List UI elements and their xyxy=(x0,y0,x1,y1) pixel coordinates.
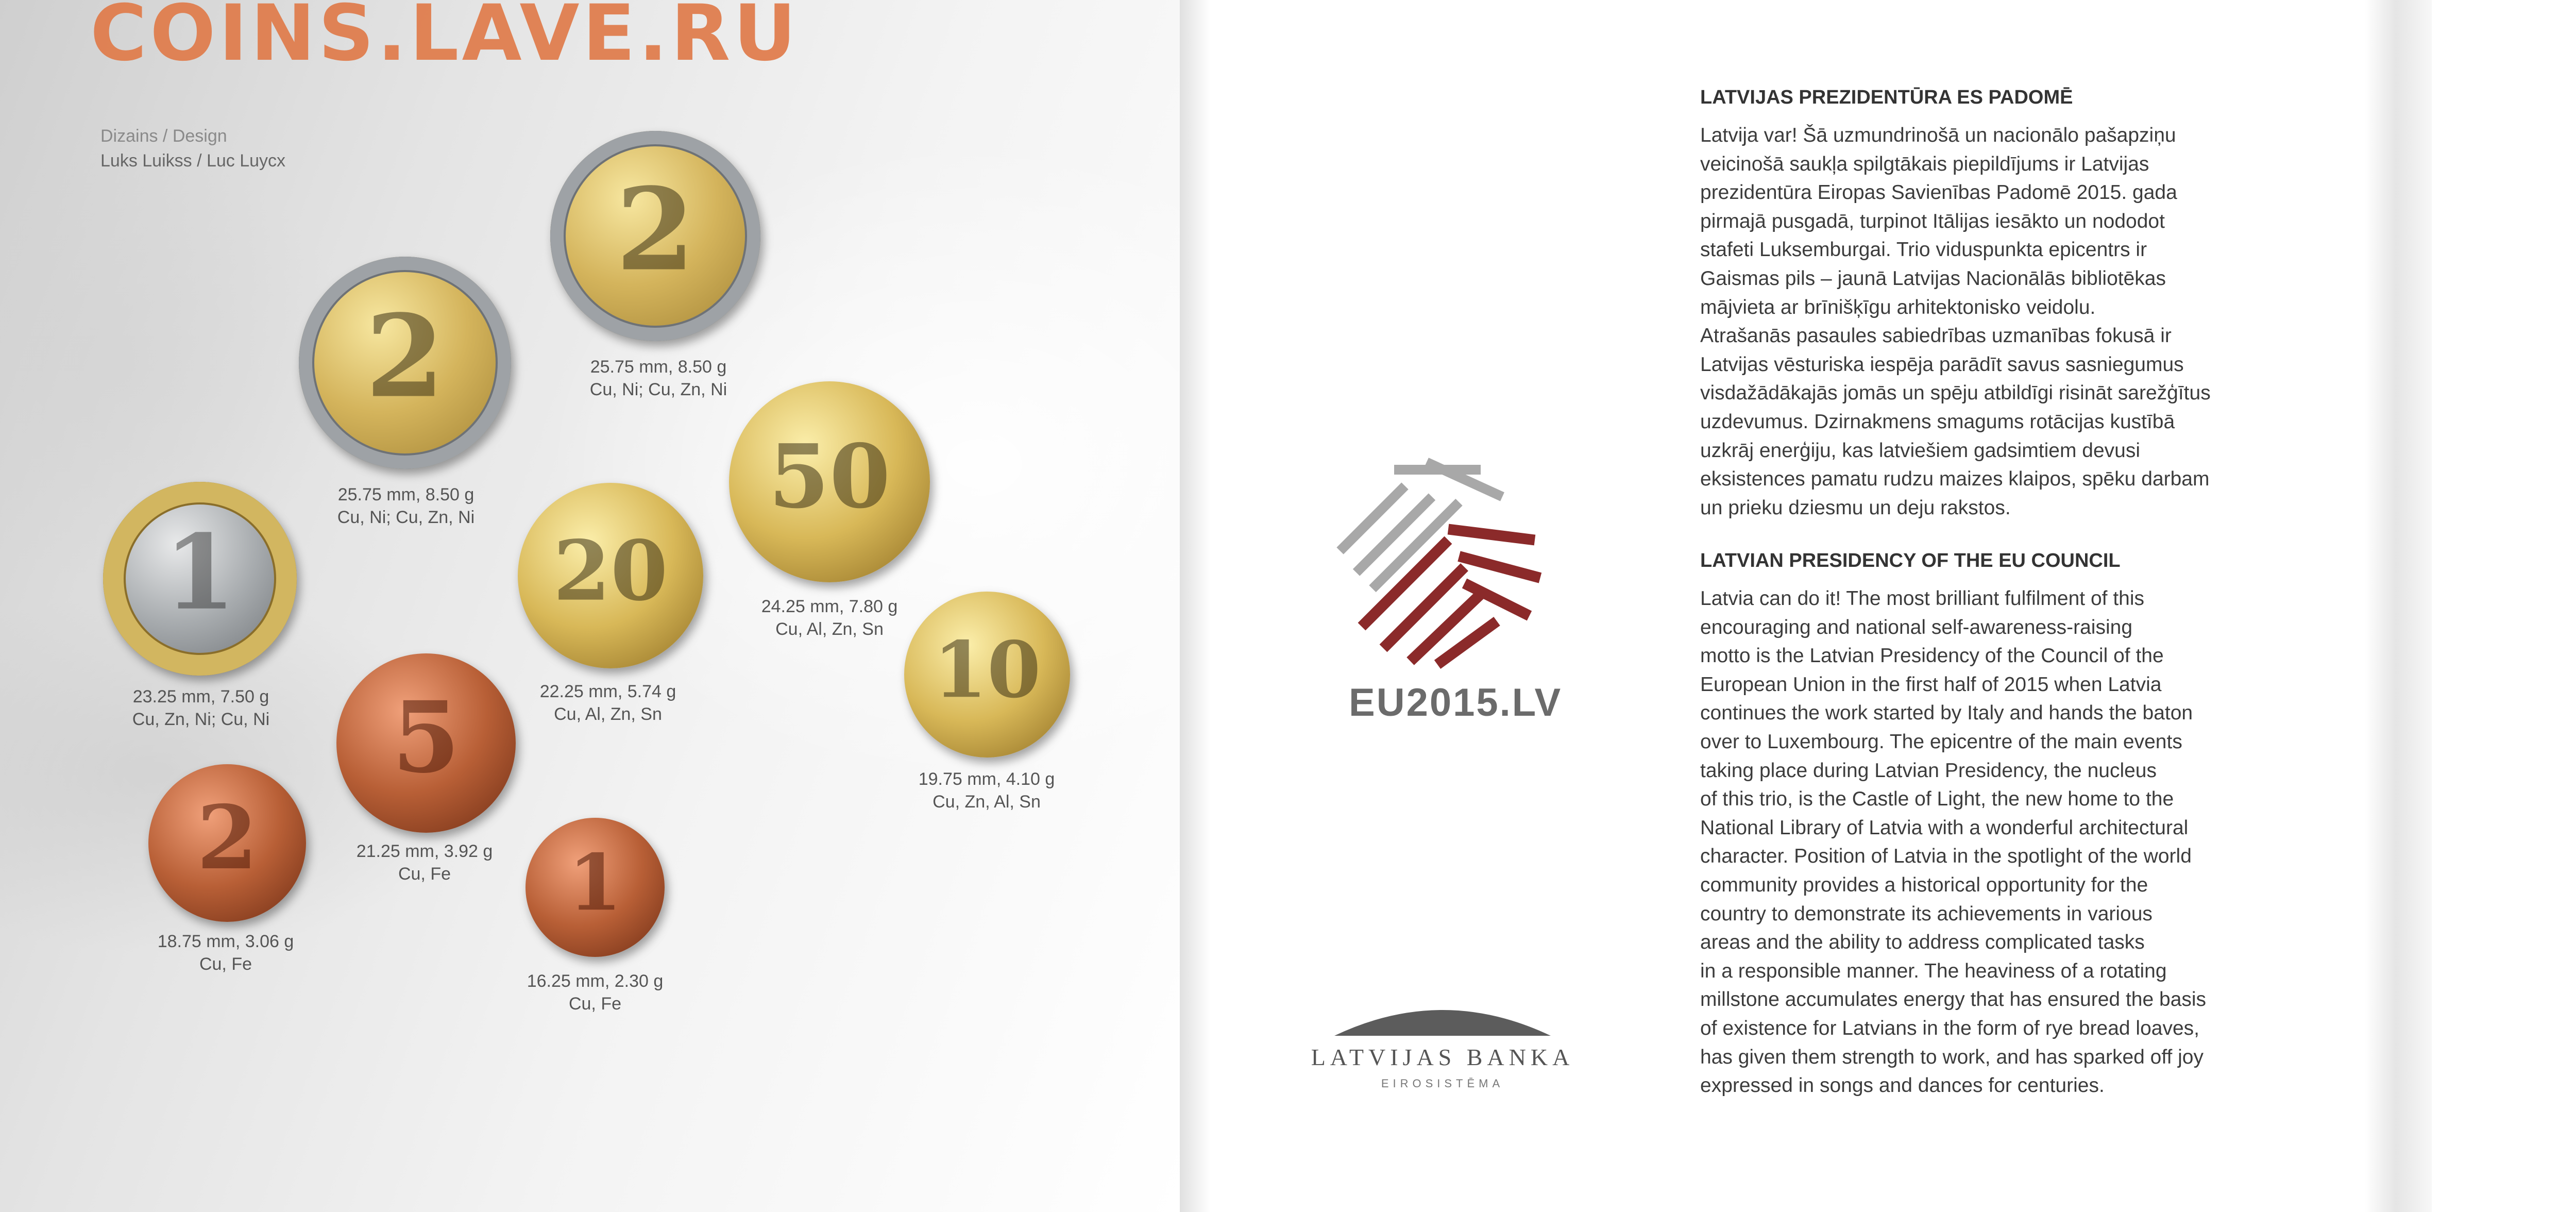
en-heading: LATVIAN PRESIDENCY OF THE EU COUNCIL xyxy=(1700,550,2121,571)
text-line: millstone accumulates energy that has ensured the basis xyxy=(1700,988,2207,1011)
coin-composition: Cu, Ni; Cu, Zn, Ni xyxy=(589,380,727,399)
coin-2-euro-top xyxy=(550,131,760,341)
text-line: Latvia can do it! The most brilliant fulfilment of this xyxy=(1700,587,2145,610)
coin-5-cent xyxy=(336,653,516,833)
coin-1-cent xyxy=(526,818,665,957)
coin-diameter-weight: 21.25 mm, 3.92 g xyxy=(356,841,493,861)
design-credit xyxy=(100,124,285,173)
text-line: veicinošā saukļa spilgtākais piepildījums ir Latvijas xyxy=(1700,153,2149,175)
embossed-star-icon xyxy=(2571,242,2576,886)
coin-spec-1-euro xyxy=(93,685,309,731)
text-line: National Library of Latvia with a wonderful architectural xyxy=(1700,816,2189,839)
coin-diameter-weight: 23.25 mm, 7.50 g xyxy=(132,687,269,706)
text-line: eksistences pamatu rudzu maizes klaipos, spēku darbam xyxy=(1700,468,2210,491)
text-line: Atrašanās pasaules sabiedrības uzmanības fokusā ir xyxy=(1700,325,2172,347)
watermark-text: COINS.LAVE.RU xyxy=(90,0,800,78)
coin-50-cent xyxy=(729,381,930,582)
coin-spec-5-cent xyxy=(316,840,533,885)
text-line: European Union in the first half of 2015 when Latvia xyxy=(1700,673,2162,696)
text-line: in a responsible manner. The heaviness of a rotating xyxy=(1700,959,2167,982)
bank-name: LATVIJAS BANKA xyxy=(1311,1044,1574,1070)
coin-spec-20-cent xyxy=(500,680,716,726)
coin-composition: Cu, Al, Zn, Sn xyxy=(554,704,662,724)
text-line: pirmajā pusgadā, turpinot Itālijas iesākto un nododot xyxy=(1700,210,2165,232)
coin-value: 2 xyxy=(196,786,258,889)
text-line: stafeti Luksemburgai. Trio viduspunkta epicentrs ir xyxy=(1700,239,2147,261)
coin-diameter-weight: 22.25 mm, 5.74 g xyxy=(539,682,676,701)
lv-paragraph xyxy=(1700,121,2257,522)
designer-name: Luks Luikss / Luc Luycx xyxy=(100,151,286,171)
coin-2-euro-left xyxy=(299,257,511,469)
eu2015-logo-icon xyxy=(1329,453,1546,670)
text-line: of this trio, is the Castle of Light, the new home to the xyxy=(1700,788,2174,811)
text-line: mājvieta ar brīnišķīgu arhitektonisko veidolu. xyxy=(1700,296,2096,318)
coin-value: 1 xyxy=(164,512,236,633)
text-line: character. Position of Latvia in the spotlight of the world xyxy=(1700,845,2192,868)
coin-spec-10-cent xyxy=(878,768,1095,813)
text-line: uzdevumus. Dzirnakmens smagums rotācijas kustībā xyxy=(1700,410,2175,433)
text-line: encouraging and national self-awareness-raising xyxy=(1700,616,2133,638)
coin-composition: Cu, Ni; Cu, Zn, Ni xyxy=(337,508,475,527)
text-line: continues the work started by Italy and hands the baton xyxy=(1700,702,2193,725)
text-line: prezidentūra Eiropas Savienības Padomē 2015. gada xyxy=(1700,181,2177,204)
coin-composition: Cu, Zn, Al, Sn xyxy=(933,792,1041,812)
text-line: over to Luxembourg. The epicentre of the main events xyxy=(1700,730,2182,753)
text-line: Gaismas pils – jaunā Latvijas Nacionālās bibliotēkas xyxy=(1700,267,2166,290)
text-line: un prieku dziesmu un deju rakstos. xyxy=(1700,496,2011,519)
coin-value: 2 xyxy=(616,162,695,296)
coin-diameter-weight: 16.25 mm, 2.30 g xyxy=(527,971,664,991)
text-line: uzkrāj enerģiju, kas latviešiem gadsimtiem devusi xyxy=(1700,439,2141,462)
coin-20-cent xyxy=(518,483,703,668)
text-line: Latvijas vēsturiska iespēja parādīt savus sasniegumus xyxy=(1700,353,2184,376)
coin-spec-2-cent xyxy=(117,930,334,975)
text-line: has given them strength to work, and has sparked off joy xyxy=(1700,1046,2204,1068)
text-line: motto is the Latvian Presidency of the Council of the xyxy=(1700,645,2164,667)
text-line: areas and the ability to address complicated tasks xyxy=(1700,931,2145,954)
text-line: country to demonstrate its achievements in various xyxy=(1700,902,2153,925)
coin-diameter-weight: 24.25 mm, 7.80 g xyxy=(761,597,898,616)
fold-shadow-cover xyxy=(2396,0,2437,1212)
coin-2-cent xyxy=(148,764,306,922)
coin-value: 2 xyxy=(365,289,445,423)
coin-value: 10 xyxy=(933,625,1041,716)
cover-page xyxy=(2432,0,2576,1212)
coin-diameter-weight: 18.75 mm, 3.06 g xyxy=(157,932,294,951)
coin-composition: Cu, Fe xyxy=(199,954,252,974)
text-line: expressed in songs and dances for centuries. xyxy=(1700,1074,2105,1097)
text-line: visdažādākajās jomās un spēju atbildīgi risināt sarežģītus xyxy=(1700,382,2211,405)
text-line: community provides a historical opportunity for the xyxy=(1700,873,2148,896)
coin-value: 1 xyxy=(568,837,622,929)
eu2015-logo-text: EU2015.LV xyxy=(1349,681,1563,725)
text-line: Latvija var! Šā uzmundrinošā un nacionālo pašapziņu xyxy=(1700,124,2176,146)
coin-value: 5 xyxy=(392,680,461,795)
lv-heading: LATVIJAS PREZIDENTŪRA ES PADOMĒ xyxy=(1700,87,2073,108)
design-label: Dizains / Design xyxy=(100,126,227,146)
coin-diameter-weight: 25.75 mm, 8.50 g xyxy=(337,485,474,504)
coin-composition: Cu, Fe xyxy=(398,864,451,884)
coin-value: 50 xyxy=(768,425,891,528)
coin-spec-2-euro-top xyxy=(550,356,767,401)
coin-1-euro xyxy=(103,482,297,676)
coin-composition: Cu, Fe xyxy=(568,994,622,1014)
fold-shadow-left xyxy=(1180,0,1211,1212)
coin-composition: Cu, Zn, Ni; Cu, Ni xyxy=(132,710,270,729)
coin-10-cent xyxy=(904,592,1070,758)
fold-shadow-right xyxy=(2365,0,2396,1212)
presidency-panel xyxy=(1180,0,2396,1212)
coin-diameter-weight: 25.75 mm, 8.50 g xyxy=(590,357,727,377)
text-line: of existence for Latvians in the form of rye bread loaves, xyxy=(1700,1017,2200,1039)
en-paragraph xyxy=(1700,584,2257,1100)
latvijas-banka-logo-icon xyxy=(1334,1000,1551,1036)
coin-spec-1-cent xyxy=(487,970,703,1015)
coin-composition: Cu, Al, Zn, Sn xyxy=(775,619,884,639)
coin-diameter-weight: 19.75 mm, 4.10 g xyxy=(918,769,1055,789)
bank-subtitle: EIROSISTĒMA xyxy=(1381,1077,1504,1090)
text-line: taking place during Latvian Presidency, the nucleus xyxy=(1700,759,2157,782)
cover-panel xyxy=(2396,0,2576,1212)
coin-set-panel xyxy=(0,0,1180,1212)
coin-value: 20 xyxy=(553,522,668,619)
coin-spec-2-euro-left xyxy=(298,483,514,529)
